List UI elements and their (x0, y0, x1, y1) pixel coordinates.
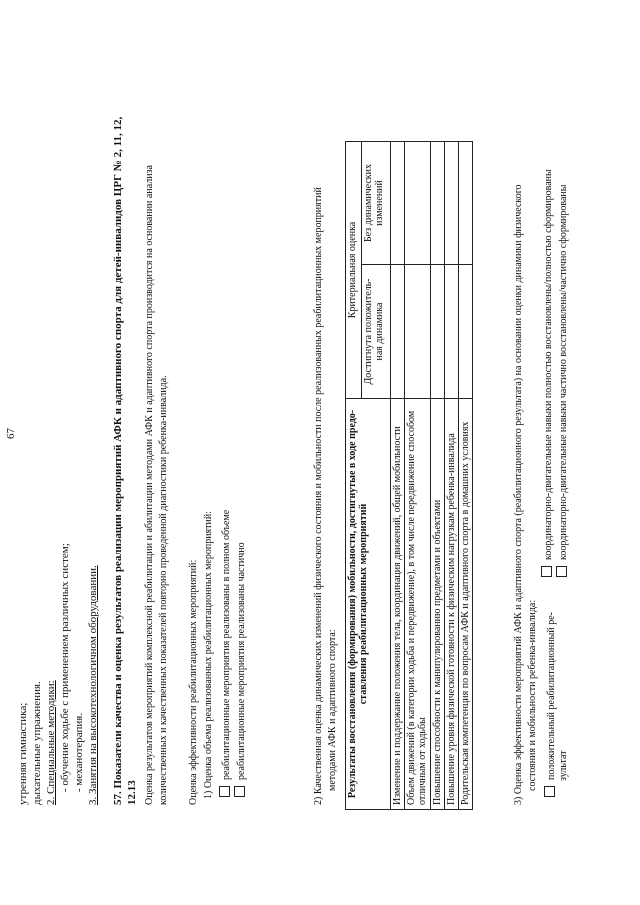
table-header-no-change: Без динамических изменений (362, 142, 391, 265)
efficiency3-line: состояния и мобильности ребенка-инвалида: (527, 599, 538, 791)
option-full (219, 510, 232, 797)
results-table (345, 141, 473, 810)
list-item: - обучение ходьбе с применением различных систем; (59, 543, 71, 792)
option-partially-restored (556, 185, 569, 577)
table-cell[interactable] (391, 142, 405, 265)
table-cell: Объем движений (в категории ходьба и передвижение), в том числе передвижение способом отличным от ходьбы (405, 399, 430, 810)
qualitative-line: 2) Качественная оценка динамических изменений физического состояния и мобильности после реализованных реабилитационных мероприятий (313, 187, 324, 805)
checkbox-icon[interactable] (219, 786, 230, 797)
option-label: реабилитационные мероприятия реализованы частично (236, 542, 247, 780)
table-cell: Повышение уровня физической готовности к физическим нагрузкам ребенка-инвалида (444, 399, 458, 810)
table-cell[interactable] (405, 265, 430, 399)
table-cell: Изменение и поддержание положения тела, координация движений, общей мобильности (391, 399, 405, 810)
list-heading: 3. Занятия на высокотехнологичном оборудовании. (87, 565, 99, 805)
table-header-positive: Достигнута положитель- ная динамика (362, 265, 391, 399)
section-title: 57. Показатели качества и оценка результатов реализации мероприятий АФК и адаптивного спорта для детей-инвалидов ЦРГ № 2, 11, 12, (112, 116, 124, 805)
table-cell: Повышение способности к манипулированию предметами и объектами (430, 399, 444, 810)
efficiency-item: 1) Оценка объема реализованных реабилитационных мероприятий: (203, 510, 214, 799)
option-label: координаторно-двигательные навыки частично восстановлены/частично сформированы (558, 184, 569, 560)
option-positive-result (544, 612, 557, 797)
table-cell[interactable] (458, 265, 472, 399)
table-cell[interactable] (391, 265, 405, 399)
table-cell: Родительская компетенция по вопросам АФК и адаптивного спорта в домашних условиях (458, 399, 472, 810)
table-cell[interactable] (430, 142, 444, 265)
option-positive-result-cont: зультат (558, 750, 569, 781)
efficiency-heading: Оценка эффективности реабилитационных мероприятий: (188, 559, 199, 805)
paragraph-line: количественных и качественных показателей повторно проведенной диагностики ребенка-инвалида. (158, 375, 169, 805)
option-label: реабилитационные мероприятия реализованы в полном объеме (221, 509, 232, 780)
list-heading: 2. Специальные методики: (45, 680, 57, 805)
checkbox-icon[interactable] (541, 566, 552, 577)
checkbox-icon[interactable] (234, 786, 245, 797)
table-row (430, 142, 444, 810)
list-item: утренняя гимнастика; (17, 702, 29, 805)
page-number: 67 (5, 428, 17, 439)
paragraph-line: Оценка результатов мероприятий комплексной реабилитации и абилитации методами АФК и адаптивного спорта производится на основании анализа (144, 165, 155, 805)
list-item: - механотерапия. (73, 712, 85, 792)
list-item: дыхательные упражнения. (31, 681, 43, 805)
table-row (405, 142, 430, 810)
checkbox-icon[interactable] (556, 566, 567, 577)
table-header-criterial: Критериальная оценка (346, 142, 362, 399)
table-cell[interactable] (405, 142, 430, 265)
table-header-results: Результаты восстановления (формирования) мобильности, достигнутые в ходе предо- ставления реабилитационных мероприятий (346, 399, 391, 810)
efficiency3-line: 3) Оценка эффективности мероприятий АФК и адаптивного спорта (реабилитационного результата) на основании оценки динамики физического (513, 184, 524, 805)
table-cell[interactable] (444, 142, 458, 265)
option-label: положительный реабилитационный ре- (546, 612, 557, 780)
table-cell[interactable] (458, 142, 472, 265)
checkbox-icon[interactable] (544, 786, 555, 797)
table-row (458, 142, 472, 810)
qualitative-line: методами АФК и адаптивного спорта: (327, 629, 338, 791)
option-partial (234, 542, 247, 797)
table-cell[interactable] (430, 265, 444, 399)
table-row (391, 142, 405, 810)
table-row (444, 142, 458, 810)
option-fully-restored (541, 169, 554, 577)
option-label: координаторно-двигательные навыки полностью восстановлены/полностью сформированы (543, 169, 554, 560)
section-title-cont: 12.13 (126, 780, 138, 805)
table-cell[interactable] (444, 265, 458, 399)
